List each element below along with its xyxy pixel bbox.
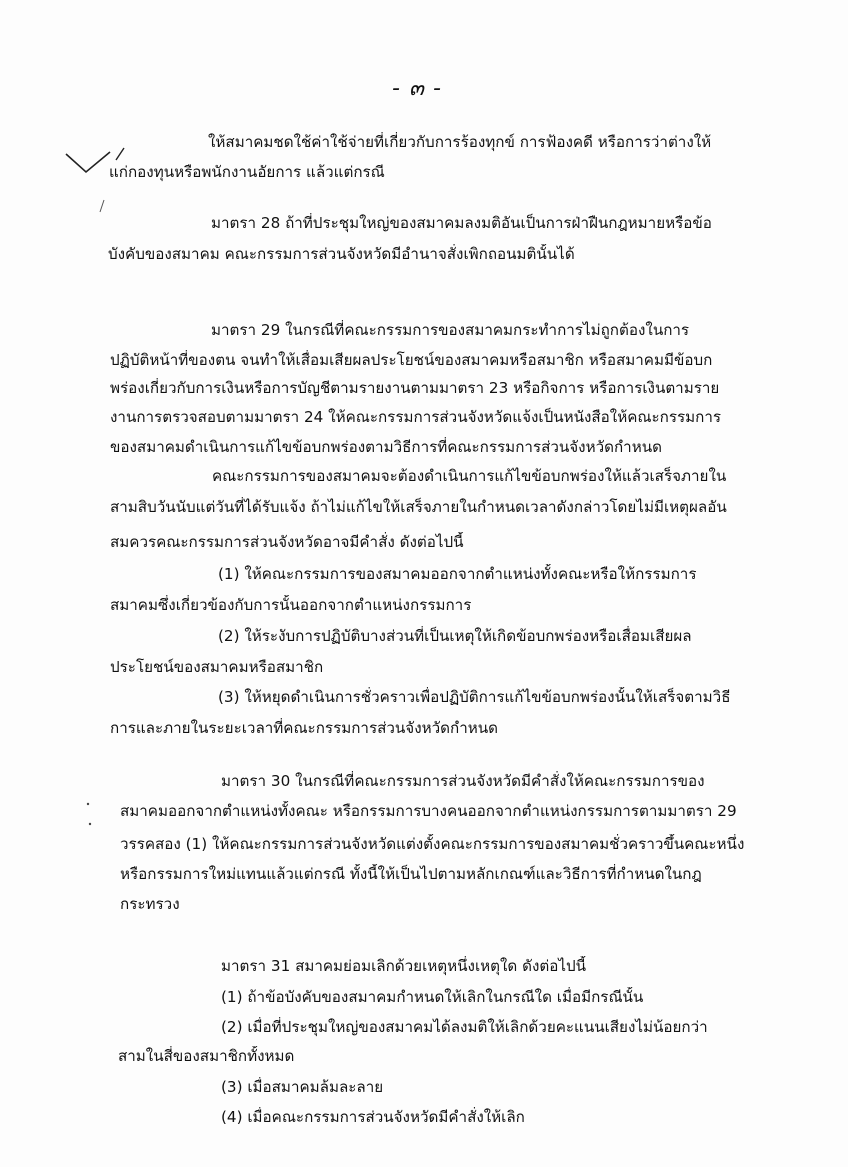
text-line: พร่องเกี่ยวกับการเงินหรือการบัญชีตามรายงานตามมาตรา 23 หรือกิจการ หรือการเงินตามราย [110, 379, 720, 397]
page-number: - ๓ - [392, 76, 442, 101]
text-line: (2) ให้ระงับการปฏิบัติบางส่วนที่เป็นเหตุให้เกิดข้อบกพร่องหรือเสื่อมเสียผล [218, 627, 692, 645]
text-line: (1) ให้คณะกรรมการของสมาคมออกจากตำแหน่งทั้งคณะหรือให้กรรมการ [218, 565, 697, 583]
text-line: สมาคมซึ่งเกี่ยวข้องกับการนั้นออกจากตำแหน่งกรรมการ [110, 596, 472, 614]
text-line: งานการตรวจสอบตามมาตรา 24 ให้คณะกรรมการส่วนจังหวัดแจ้งเป็นหนังสือให้คณะกรรมการ [110, 408, 722, 426]
text-line: (3) ให้หยุดดำเนินการชั่วคราวเพื่อปฏิบัติการแก้ไขข้อบกพร่องนั้นให้เสร็จตามวิธี [218, 688, 731, 706]
text-line: มาตรา 31 สมาคมย่อมเลิกด้วยเหตุหนึ่งเหตุใด ดังต่อไปนี้ [221, 957, 587, 975]
text-line: กระทรวง [120, 895, 180, 913]
text-line: (3) เมื่อสมาคมล้มละลาย [221, 1078, 384, 1096]
text-line: มาตรา 30 ในกรณีที่คณะกรรมการส่วนจังหวัดมีคำสั่งให้คณะกรรมการของ [221, 772, 705, 790]
text-line: ประโยชน์ของสมาคมหรือสมาชิก [110, 658, 324, 676]
text-line: คณะกรรมการของสมาคมจะต้องดำเนินการแก้ไขข้อบกพร่องให้แล้วเสร็จภายใน [212, 467, 727, 485]
text-line: หรือกรรมการใหม่แทนแล้วแต่กรณี ทั้งนี้ให้เป็นไปตามหลักเกณฑ์และวิธีการที่กำหนดในกฎ [120, 865, 702, 883]
text-line: สามในสี่ของสมาชิกทั้งหมด [118, 1047, 295, 1065]
text-line: แก่กองทุนหรือพนักงานอัยการ แล้วแต่กรณี [109, 163, 385, 181]
text-line: (4) เมื่อคณะกรรมการส่วนจังหวัดมีคำสั่งให้เลิก [221, 1108, 525, 1126]
text-line: ของสมาคมดำเนินการแก้ไขข้อบกพร่องตามวิธีการที่คณะกรรมการส่วนจังหวัดกำหนด [110, 438, 662, 456]
text-line: สามสิบวันนับแต่วันที่ได้รับแจ้ง ถ้าไม่แก้ไขให้เสร็จภายในกำหนดเวลาดังกล่าวโดยไม่มีเหตุผลอัน [110, 498, 727, 516]
text-line: มาตรา 28 ถ้าที่ประชุมใหญ่ของสมาคมลงมติอันเป็นการฝ่าฝืนกฎหมายหรือข้อ [211, 214, 712, 232]
text-line: ให้สมาคมชดใช้ค่าใช้จ่ายที่เกี่ยวกับการร้องทุกข์ การฟ้องคดี หรือการว่าต่างให้ [208, 133, 712, 151]
text-line: สมควรคณะกรรมการส่วนจังหวัดอาจมีคำสั่ง ดังต่อไปนี้ [110, 533, 464, 551]
text-line: บังคับของสมาคม คณะกรรมการส่วนจังหวัดมีอำนาจสั่งเพิกถอนมตินั้นได้ [108, 245, 575, 263]
text-line: ปฏิบัติหน้าที่ของตน จนทำให้เสื่อมเสียผลประโยชน์ของสมาคมหรือสมาชิก หรือสมาคมมีข้อบก [110, 351, 713, 369]
scan-speck [84, 800, 98, 830]
text-line: มาตรา 29 ในกรณีที่คณะกรรมการของสมาคมกระทำการไม่ถูกต้องในการ [211, 321, 690, 339]
text-line: (2) เมื่อที่ประชุมใหญ่ของสมาคมได้ลงมติให้เลิกด้วยคะแนนเสียงไม่น้อยกว่า [221, 1018, 708, 1036]
text-line: วรรคสอง (1) ให้คณะกรรมการส่วนจังหวัดแต่งตั้งคณะกรรมการของสมาคมชั่วคราวขึ้นคณะหนึ่ง [120, 835, 745, 853]
text-line: สมาคมออกจากตำแหน่งทั้งคณะ หรือกรรมการบางคนออกจากตำแหน่งกรรมการตามมาตรา 29 [120, 802, 737, 820]
text-line: (1) ถ้าข้อบังคับของสมาคมกำหนดให้เลิกในกรณีใด เมื่อมีกรณีนั้น [221, 988, 644, 1006]
text-line: การและภายในระยะเวลาที่คณะกรรมการส่วนจังหวัดกำหนด [110, 719, 498, 737]
